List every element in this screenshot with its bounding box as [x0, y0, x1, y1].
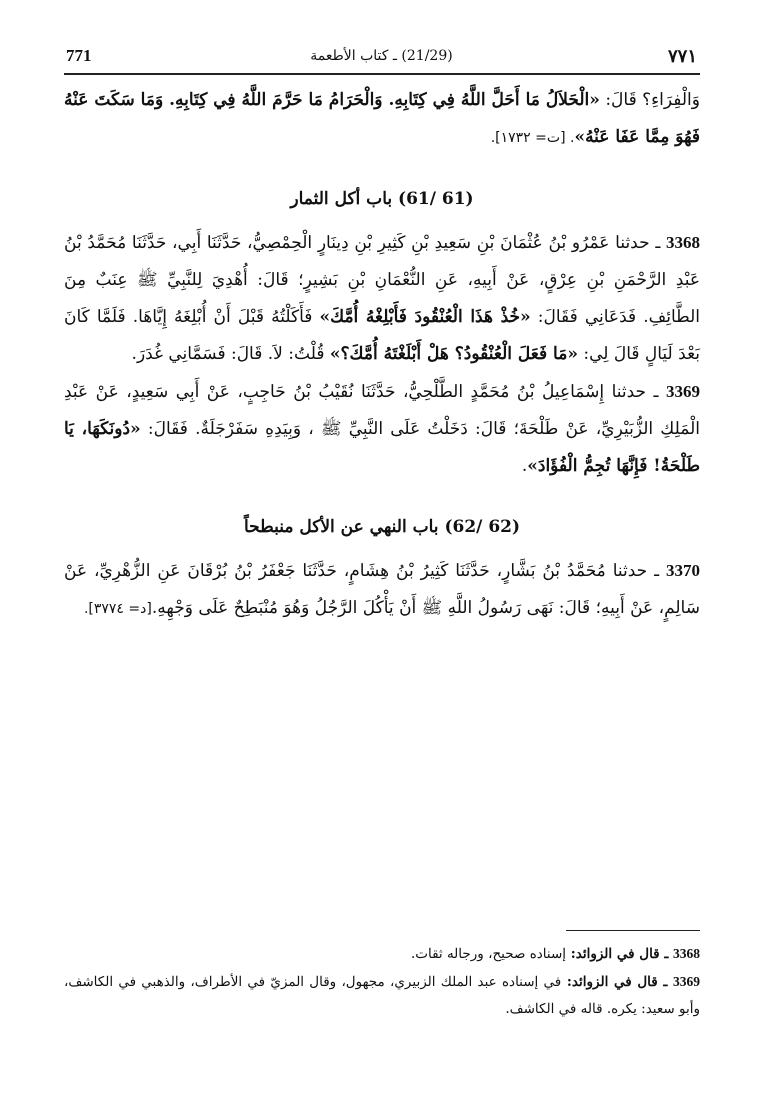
hadith-quote: «مَا فَعَلَ الْعُنْقُودُ؟ هَلْ أَبْلَغْتَهُ أُمَّكَ؟» — [329, 344, 578, 364]
footnotes — [64, 940, 700, 1023]
footnote-label: ـ قال في الزوائد: — [561, 974, 673, 990]
footnote-number: 3369 — [672, 974, 700, 989]
footnote-3369 — [64, 968, 700, 1023]
hadith-text: قُلْتُ: لاَ. قَالَ: فَسَمَّانِي غُدَرَ. — [131, 344, 330, 364]
footnote-3368 — [64, 940, 700, 968]
hadith-reference: [د= ٣٧٧٤]. — [83, 601, 152, 617]
page-number-arabic: ٧٧١ — [667, 46, 697, 67]
intro-reference: . [ت= ١٧٣٢]. — [490, 130, 575, 146]
footnote-text: إسناده صحيح، ورجاله ثقات. — [410, 946, 567, 962]
intro-text: وَالْفِرَاءِ؟ قَالَ: — [599, 90, 700, 110]
hadith-text: ـ حدثنا مُحَمَّدُ بْنُ بَشَّارٍ، حَدَّثَنَا كَثِيرُ بْنُ هِشَامٍ، حَدَّثَنَا جَعْفَرُ بْنُ بُرْقَانَ عَنِ الزُّهْرِيِّ، عَنْ سَالِمٍ، عَنْ أَبِيهِ؛ قَالَ: نَهَى رَسُولُ اللَّهِ ﷺ أَنْ يَأْكُلَ الرَّجُلُ وَهُوَ مُنْبَطِحٌ عَلَى وَجْهِهِ. — [64, 561, 700, 618]
chapter-heading-62: (62 /62) باب النهي عن الأكل منبطحاً — [243, 517, 521, 537]
footnote-number: 3368 — [673, 946, 700, 961]
hadith-text: فَأَكَلْتُهُ قَبْلَ أَنْ أُبْلِغَهُ إِيَّاهَا. فَلَمَّا كَانَ بَعْدَ لَيَالٍ قَالَ لِي: — [64, 307, 700, 364]
footnote-text: في إسناده عبد الملك الزبيري، مجهول، وقال المزيّ في الأطراف، والذهبي في الكاشف، وأبو سعيد: يكره. قاله في الكاشف. — [64, 974, 700, 1017]
header-divider — [64, 73, 700, 75]
hadith-number: 3370 — [666, 561, 700, 580]
intro-paragraph — [64, 82, 700, 157]
hadith-3369 — [64, 373, 700, 485]
main-text — [64, 82, 700, 628]
page-number-latin: 771 — [66, 46, 92, 65]
footnote-divider — [566, 930, 700, 931]
intro-hadith-quote: «الْحَلاَلُ مَا أَحَلَّ اللَّهُ فِي كِتَابِهِ. وَالْحَرَامُ مَا حَرَّمَ اللَّهُ فِي كِتَابِهِ. وَمَا سَكَتَ عَنْهُ فَهُوَ مِمَّا عَفَا عَنْهُ» — [64, 90, 700, 147]
hadith-3368 — [64, 224, 700, 373]
hadith-text: ـ حدثنا عَمْرُو بْنُ عُثْمَانَ بْنِ سَعِيدِ بْنِ كَثِيرِ بْنِ دِينَارٍ الْحِمْصِيُّ، حَدَّثَنَا أَبِي، حَدَّثَنَا مُحَمَّدُ بْنُ عَبْدِ الرَّحْمَنِ بْنِ عِرْقٍ، عَنْ أَبِيهِ، عَنِ النُّعْمَانِ بْنِ بَشِيرٍ؛ قَالَ: أُهْدِيَ لِلنَّبِيِّ ﷺ عِنَبٌ مِنَ الطَّائِفِ. فَدَعَانِي فَقَالَ: — [64, 233, 700, 327]
hadith-quote: «دُونَكَهَا، يَا طَلْحَةُ! فَإِنَّهَا تُجِمُّ الْفُؤَادَ» — [64, 419, 700, 476]
hadith-quote: «خُذْ هَذَا الْعُنْقُودَ فَأَبْلِغْهُ أُمَّكَ» — [319, 307, 531, 327]
hadith-number: 3369 — [666, 382, 700, 401]
hadith-text: . — [521, 456, 528, 476]
running-header-title: (21/29) ـ كتاب الأطعمة — [310, 48, 453, 64]
hadith-text: ـ حدثنا إِسْمَاعِيلُ بْنُ مُحَمَّدٍ الطَّلْحِيُّ، حَدَّثَنَا نُقَيْبُ بْنُ حَاجِبٍ، عَنْ أَبِي سَعِيدٍ، عَنْ عَبْدِ الْمَلِكِ الزُّبَيْرِيِّ، عَنْ طَلْحَةَ؛ قَالَ: دَخَلْتُ عَلَى النَّبِيِّ ﷺ ، وَبِيَدِهِ سَفَرْجَلَةٌ. فَقَالَ: — [64, 382, 700, 439]
chapter-heading-61: (61 /61) باب أكل الثمار — [290, 189, 474, 209]
hadith-3370 — [64, 552, 700, 628]
footnote-label: ـ قال في الزوائد: — [566, 946, 673, 962]
hadith-number: 3368 — [666, 233, 700, 252]
